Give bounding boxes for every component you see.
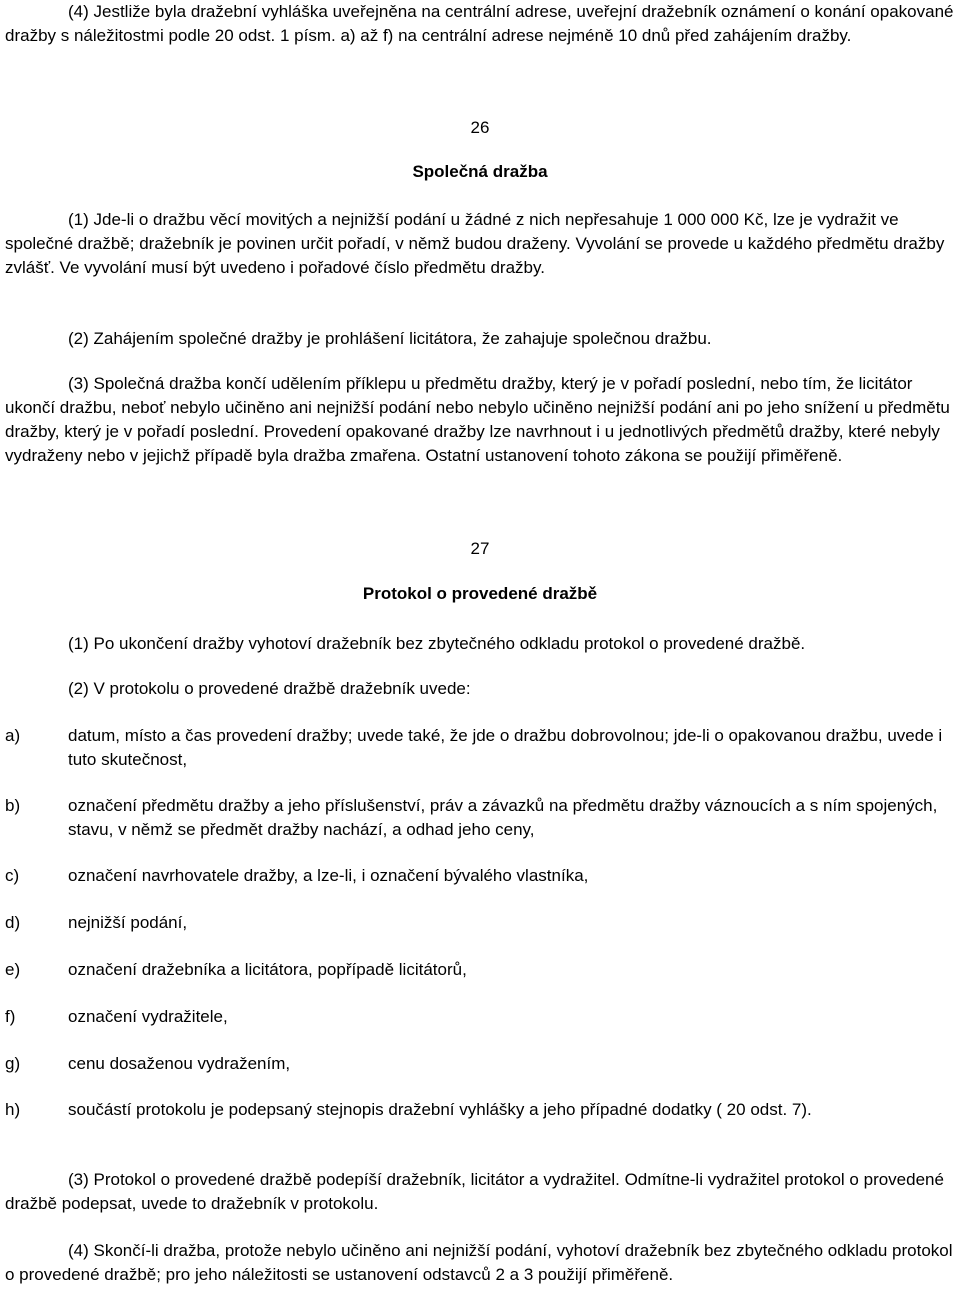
section-27-title: Protokol o provedené dražbě	[362, 584, 598, 603]
list-item-label: b)	[5, 796, 21, 815]
list-item-label: e)	[5, 960, 21, 979]
section-26-paragraph-3: (3) Společná dražba končí udělením příklepu u předmětu dražby, který je v pořadí poslední, nebo tím, že licitátor ukončí dražbu, neboť nebylo učiněno ani nejnižší podání nebo nebylo učiněno nejnižší podání ani po jeho snížení u předmětu dražby, který je v pořadí poslední. Provedení opakované dražby lze navrhnout i u jednotlivých předmětů dražby, které nebyly vydraženy nebo v jejichž případě byla dražba zmařena. Ostatní ustanovení tohoto zákona se použijí přiměřeně.	[5, 374, 950, 465]
section-26-title: Společná dražba	[412, 162, 548, 181]
section-27-paragraph-3: (3) Protokol o provedené dražbě podepíší dražebník, licitátor a vydražitel. Odmítne-li vydražitel protokol o provedené dražbě podepsat, uvede to dražebník v protokolu.	[5, 1170, 944, 1213]
list-item-text: označení vydražitele,	[68, 1007, 228, 1026]
section-27-paragraph-1: (1) Po ukončení dražby vyhotoví dražebník bez zbytečného odkladu protokol o provedené dražbě.	[68, 634, 806, 653]
section-26-paragraph-2: (2) Zahájením společné dražby je prohlášení licitátora, že zahajuje společnou dražbu.	[68, 329, 712, 348]
list-item-label: d)	[5, 913, 21, 932]
list-item-text: označení dražebníka a licitátora, popřípadě licitátorů,	[68, 960, 467, 979]
section-26-paragraph-1: (1) Jde-li o dražbu věcí movitých a nejnižší podání u žádné z nich nepřesahuje 1 000 000 Kč, lze je vydražit ve společné dražbě; dražebník je povinen určit pořadí, v němž budou draženy. Vyvolání se provede u každého předmětu dražby zvlášť. Ve vyvolání musí být uvedeno i pořadové číslo předmětu dražby.	[5, 210, 945, 277]
intro-paragraph-4: (4) Jestliže byla dražební vyhláška uveřejněna na centrální adrese, uveřejní dražebník oznámení o konání opakované dražby s náležitostmi podle 20 odst. 1 písm. a) až f) na centrální adrese nejméně 10 dnů před zahájením dražby.	[5, 2, 954, 45]
list-item-label: g)	[5, 1054, 21, 1073]
list-item-text: označení předmětu dražby a jeho příslušenství, práv a závazků na předmětu dražby váznoucích a s ním spojených, stavu, v němž se předmět dražby nachází, a odhad jeho ceny,	[68, 796, 938, 839]
section-27-paragraph-4: (4) Skončí-li dražba, protože nebylo učiněno ani nejnižší podání, vyhotoví dražebník bez zbytečného odkladu protokol o provedené dražbě; pro jeho náležitosti se ustanovení odstavců 2 a 3 použijí přiměřeně.	[5, 1241, 953, 1284]
list-item-label: h)	[5, 1100, 21, 1119]
list-item-text: součástí protokolu je podepsaný stejnopis dražební vyhlášky a jeho případné dodatky ( 20 odst. 7).	[68, 1100, 812, 1119]
list-item-text: cenu dosaženou vydražením,	[68, 1054, 291, 1073]
section-26-number: 26	[470, 118, 490, 137]
section-27-paragraph-2: (2) V protokolu o provedené dražbě dražebník uvede:	[68, 679, 471, 698]
list-item-label: f)	[5, 1007, 16, 1026]
list-item-label: a)	[5, 726, 21, 745]
list-item-label: c)	[5, 866, 20, 885]
list-item-text: označení navrhovatele dražby, a lze-li, i označení bývalého vlastníka,	[68, 866, 589, 885]
list-item-text: datum, místo a čas provedení dražby; uvede také, že jde o dražbu dobrovolnou; jde-li o opakovanou dražbu, uvede i tuto skutečnost,	[68, 726, 943, 769]
section-27-number: 27	[470, 539, 490, 558]
list-item-text: nejnižší podání,	[68, 913, 188, 932]
